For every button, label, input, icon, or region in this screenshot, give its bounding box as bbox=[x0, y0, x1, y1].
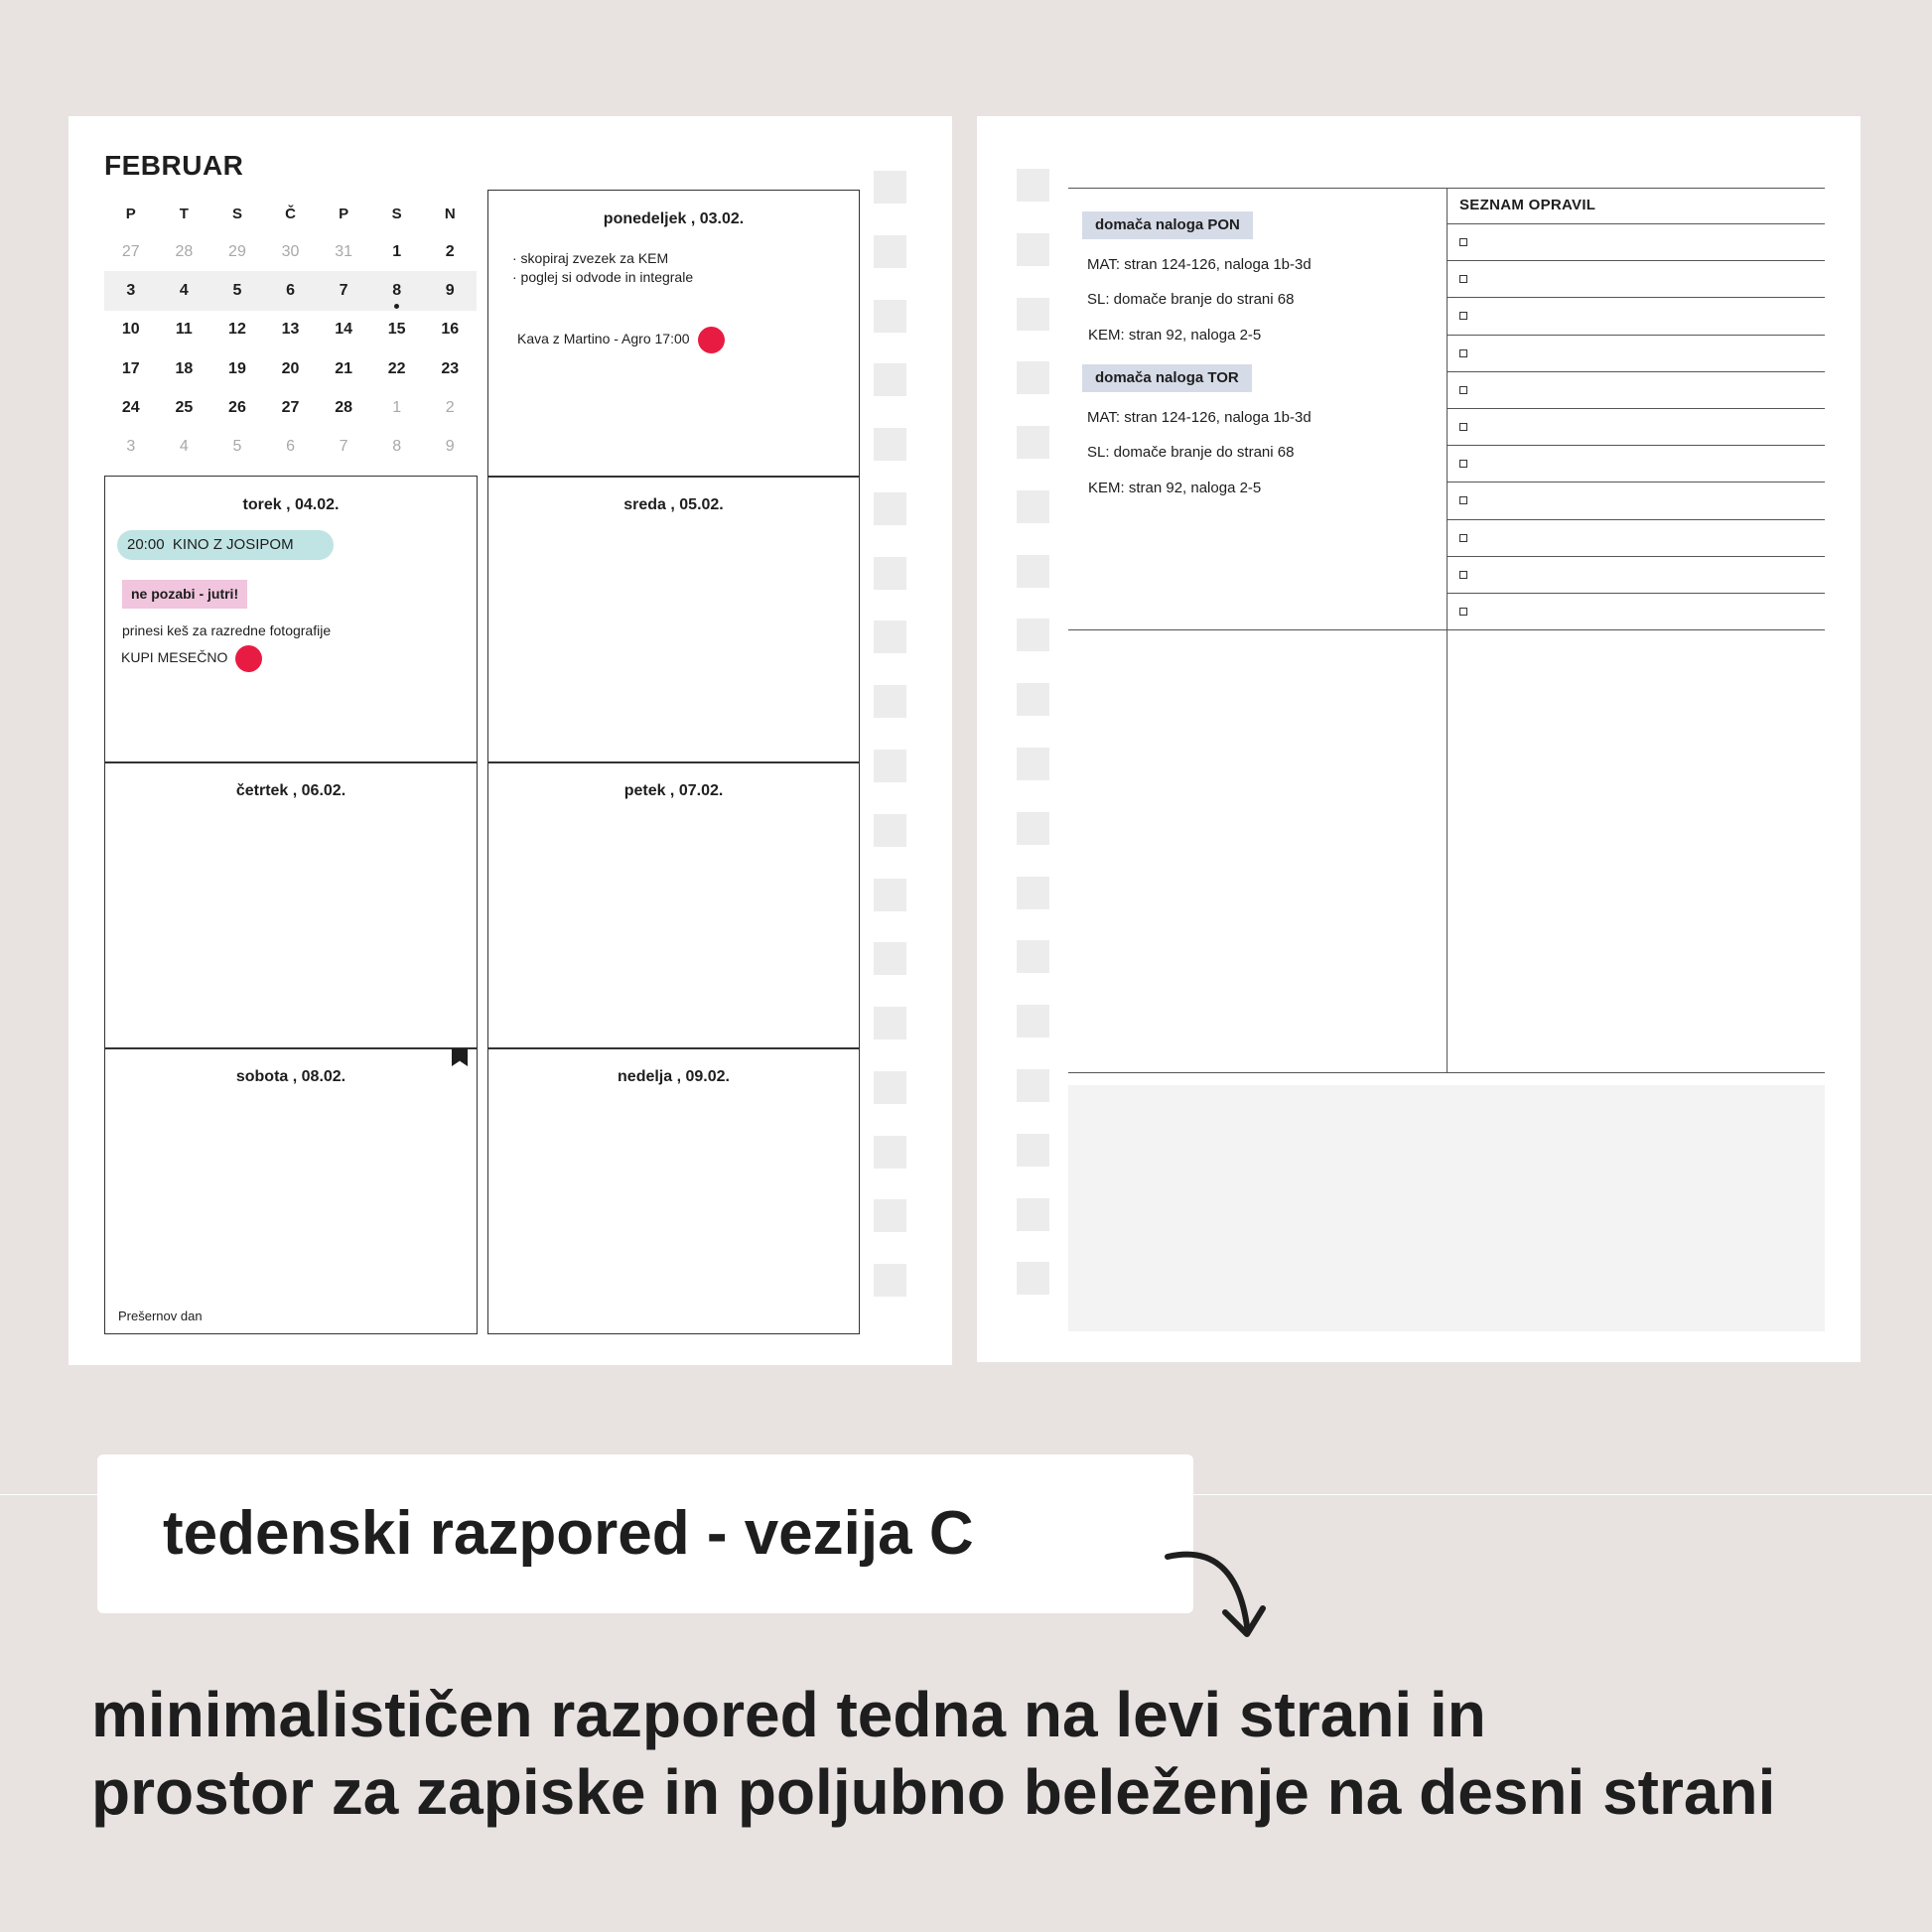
homework-line: MAT: stran 124-126, naloga 1b-3d bbox=[1087, 256, 1311, 273]
todo-checkbox[interactable] bbox=[1459, 312, 1467, 320]
calendar-date[interactable]: 27 bbox=[121, 242, 140, 260]
binding-ring bbox=[874, 557, 906, 590]
todo-row-line bbox=[1447, 335, 1825, 336]
binding-ring bbox=[874, 363, 906, 396]
binding-ring bbox=[874, 1199, 906, 1232]
day-label-monday: ponedeljek , 03.02. bbox=[603, 210, 745, 227]
calendar-date[interactable]: 4 bbox=[179, 281, 189, 299]
binding-ring bbox=[874, 685, 906, 718]
binding-ring bbox=[1017, 1134, 1049, 1167]
todo-checkbox[interactable] bbox=[1459, 423, 1467, 431]
weekday-label: S bbox=[391, 206, 402, 222]
calendar-date[interactable]: 2 bbox=[445, 398, 455, 416]
day-label-tuesday: torek , 04.02. bbox=[242, 496, 340, 513]
calendar-date[interactable]: 25 bbox=[175, 398, 194, 416]
calendar-date[interactable]: 3 bbox=[126, 438, 136, 456]
calendar-date[interactable]: 29 bbox=[228, 242, 246, 260]
calendar-date[interactable]: 9 bbox=[445, 438, 455, 456]
binding-ring bbox=[1017, 1198, 1049, 1231]
day-box-tuesday[interactable] bbox=[104, 476, 478, 763]
mini-calendar bbox=[104, 196, 477, 467]
calendar-week bbox=[104, 232, 477, 271]
calendar-date[interactable]: 15 bbox=[387, 321, 406, 339]
calendar-week bbox=[104, 349, 477, 388]
day-label-wednesday: sreda , 05.02. bbox=[623, 496, 724, 513]
calendar-date[interactable]: 21 bbox=[335, 359, 352, 377]
calendar-date[interactable]: 13 bbox=[281, 321, 300, 339]
todo-note: · skopiraj zvezek za KEM bbox=[512, 250, 669, 266]
todo-note-with-dot bbox=[121, 645, 262, 672]
calendar-date[interactable]: 12 bbox=[228, 321, 246, 339]
calendar-date[interactable]: 14 bbox=[335, 321, 352, 339]
todo-list-title: SEZNAM OPRAVIL bbox=[1459, 197, 1596, 213]
calendar-date[interactable]: 17 bbox=[121, 359, 140, 377]
todo-row-line bbox=[1447, 519, 1825, 520]
caption-line: minimalističen razpored tedna na levi strani in bbox=[91, 1679, 1486, 1750]
todo-row-line bbox=[1447, 556, 1825, 557]
banner-title: tedenski razpored - vezija C bbox=[163, 1499, 974, 1568]
calendar-date[interactable]: 30 bbox=[281, 242, 300, 260]
binding-ring bbox=[874, 750, 906, 782]
calendar-date[interactable]: 6 bbox=[286, 281, 295, 299]
todo-checkbox[interactable] bbox=[1459, 349, 1467, 357]
bookmark-icon[interactable] bbox=[452, 1048, 468, 1066]
calendar-date[interactable]: 1 bbox=[392, 398, 402, 416]
calendar-date-today[interactable] bbox=[370, 282, 424, 300]
binding-ring bbox=[1017, 426, 1049, 459]
binding-ring bbox=[1017, 361, 1049, 394]
binding-ring bbox=[874, 1136, 906, 1169]
day-box-sunday[interactable] bbox=[487, 1047, 860, 1334]
todo-row-line bbox=[1447, 445, 1825, 446]
binding-ring bbox=[1017, 298, 1049, 331]
left-planner-page bbox=[69, 116, 952, 1365]
todo-checkbox[interactable] bbox=[1459, 238, 1467, 246]
todo-row-line bbox=[1447, 297, 1825, 298]
calendar-date-today-number: 8 bbox=[392, 281, 402, 299]
todo-checkbox[interactable] bbox=[1459, 534, 1467, 542]
calendar-date[interactable]: 11 bbox=[175, 321, 193, 339]
calendar-date[interactable]: 2 bbox=[445, 242, 455, 260]
binding-ring bbox=[1017, 940, 1049, 973]
binding-ring bbox=[874, 492, 906, 525]
calendar-date[interactable]: 10 bbox=[121, 321, 140, 339]
todo-row-line bbox=[1447, 408, 1825, 409]
todo-checkbox[interactable] bbox=[1459, 496, 1467, 504]
homework-line: MAT: stran 124-126, naloga 1b-3d bbox=[1087, 409, 1311, 426]
homework-line: KEM: stran 92, naloga 2-5 bbox=[1088, 480, 1262, 496]
calendar-date[interactable]: 8 bbox=[392, 438, 402, 456]
calendar-week-current bbox=[104, 271, 477, 310]
red-dot-icon bbox=[698, 327, 725, 353]
event-chip[interactable] bbox=[117, 530, 334, 560]
today-dot-icon bbox=[394, 304, 399, 309]
homework-line: SL: domače branje do strani 68 bbox=[1087, 444, 1295, 461]
red-dot-icon bbox=[235, 645, 262, 672]
binding-ring bbox=[1017, 169, 1049, 202]
binding-ring bbox=[1017, 812, 1049, 845]
calendar-week bbox=[104, 427, 477, 466]
weekday-label: N bbox=[444, 206, 456, 222]
todo-row-line bbox=[1447, 593, 1825, 594]
calendar-week bbox=[104, 388, 477, 427]
binding-ring bbox=[1017, 1069, 1049, 1102]
day-box-monday[interactable] bbox=[487, 190, 860, 478]
grid-line bbox=[1068, 1072, 1825, 1073]
todo-checkbox[interactable] bbox=[1459, 386, 1467, 394]
calendar-date[interactable]: 19 bbox=[228, 359, 246, 377]
day-label-saturday: sobota , 08.02. bbox=[235, 1068, 346, 1085]
calendar-date[interactable]: 26 bbox=[228, 398, 246, 416]
event-entry bbox=[517, 327, 725, 353]
todo-checkbox[interactable] bbox=[1459, 571, 1467, 579]
binding-ring bbox=[874, 171, 906, 204]
todo-checkbox[interactable] bbox=[1459, 275, 1467, 283]
calendar-date[interactable]: 22 bbox=[387, 359, 406, 377]
day-box-friday[interactable] bbox=[487, 761, 860, 1049]
todo-row-line bbox=[1447, 482, 1825, 483]
binding-ring bbox=[874, 942, 906, 975]
calendar-date[interactable]: 1 bbox=[392, 242, 402, 260]
day-label-thursday: četrtek , 06.02. bbox=[235, 782, 346, 799]
calendar-date[interactable]: 28 bbox=[175, 242, 194, 260]
homework-tag: domača naloga TOR bbox=[1082, 364, 1252, 392]
calendar-date[interactable]: 24 bbox=[121, 398, 140, 416]
binding-ring bbox=[874, 879, 906, 911]
binding-ring bbox=[1017, 683, 1049, 716]
homework-line: SL: domače branje do strani 68 bbox=[1087, 291, 1295, 308]
weekday-label: Č bbox=[285, 206, 296, 222]
binding-ring bbox=[874, 1071, 906, 1104]
todo-note: · poglej si odvode in integrale bbox=[512, 269, 694, 285]
binding-ring bbox=[1017, 877, 1049, 909]
binding-ring bbox=[1017, 748, 1049, 780]
month-title: FEBRUAR bbox=[104, 150, 244, 181]
binding-ring bbox=[874, 814, 906, 847]
calendar-week bbox=[104, 311, 477, 349]
calendar-date[interactable]: 28 bbox=[335, 398, 352, 416]
weekday-label: P bbox=[339, 206, 349, 222]
calendar-date[interactable]: 3 bbox=[126, 281, 136, 299]
binding-ring bbox=[1017, 555, 1049, 588]
calendar-date[interactable]: 7 bbox=[339, 438, 348, 456]
notes-area[interactable] bbox=[1068, 1085, 1825, 1331]
calendar-date[interactable]: 18 bbox=[175, 359, 194, 377]
calendar-date[interactable]: 27 bbox=[281, 398, 300, 416]
event-text: Kava z Martino - Agro 17:00 bbox=[517, 331, 690, 347]
day-box-thursday[interactable] bbox=[104, 761, 478, 1049]
weekday-label: S bbox=[231, 206, 242, 222]
calendar-date[interactable]: 23 bbox=[441, 359, 460, 377]
event-title: KINO Z JOSIPOM bbox=[172, 536, 294, 553]
weekday-label: P bbox=[125, 206, 136, 222]
todo-checkbox[interactable] bbox=[1459, 460, 1467, 468]
grid-line bbox=[1068, 629, 1825, 630]
binding-ring bbox=[874, 428, 906, 461]
binding-ring bbox=[1017, 490, 1049, 523]
todo-checkbox[interactable] bbox=[1459, 608, 1467, 616]
event-time: 20:00 bbox=[127, 536, 165, 553]
binding-ring bbox=[874, 235, 906, 268]
curved-arrow-icon bbox=[1160, 1539, 1279, 1653]
calendar-date[interactable]: 6 bbox=[286, 438, 295, 456]
weekday-label: T bbox=[179, 206, 189, 222]
calendar-date[interactable]: 31 bbox=[335, 242, 352, 260]
holiday-note: Prešernov dan bbox=[118, 1309, 203, 1323]
calendar-date[interactable]: 16 bbox=[441, 321, 460, 339]
binding-ring bbox=[874, 621, 906, 653]
todo-row-line bbox=[1447, 223, 1825, 224]
binding-ring bbox=[1017, 233, 1049, 266]
calendar-date[interactable]: 9 bbox=[445, 281, 455, 299]
calendar-date[interactable]: 4 bbox=[179, 438, 189, 456]
calendar-date[interactable]: 20 bbox=[281, 359, 300, 377]
binding-ring bbox=[874, 1264, 906, 1297]
homework-line: KEM: stran 92, naloga 2-5 bbox=[1088, 327, 1262, 344]
day-label-sunday: nedelja , 09.02. bbox=[618, 1068, 730, 1085]
todo-note-text: KUPI MESEČNO bbox=[121, 649, 228, 666]
caption-line: prostor za zapiske in poljubno beleženje na desni strani bbox=[91, 1756, 1776, 1828]
reminder-chip: ne pozabi - jutri! bbox=[122, 580, 247, 609]
binding-ring bbox=[1017, 1262, 1049, 1295]
day-box-saturday[interactable] bbox=[104, 1047, 478, 1334]
calendar-date[interactable]: 5 bbox=[232, 281, 242, 299]
day-label-friday: petek , 07.02. bbox=[623, 782, 724, 799]
day-box-wednesday[interactable] bbox=[487, 476, 860, 763]
todo-note: prinesi keš za razredne fotografije bbox=[122, 622, 332, 638]
binding-ring bbox=[874, 1007, 906, 1039]
todo-row-line bbox=[1447, 260, 1825, 261]
binding-ring bbox=[874, 300, 906, 333]
calendar-date[interactable]: 5 bbox=[232, 438, 242, 456]
title-banner bbox=[97, 1454, 1193, 1613]
calendar-date[interactable]: 7 bbox=[339, 281, 348, 299]
binding-ring bbox=[1017, 1005, 1049, 1037]
calendar-weekday-header bbox=[104, 196, 477, 232]
binding-ring bbox=[1017, 619, 1049, 651]
todo-row-line bbox=[1447, 371, 1825, 372]
homework-tag: domača naloga PON bbox=[1082, 211, 1253, 239]
